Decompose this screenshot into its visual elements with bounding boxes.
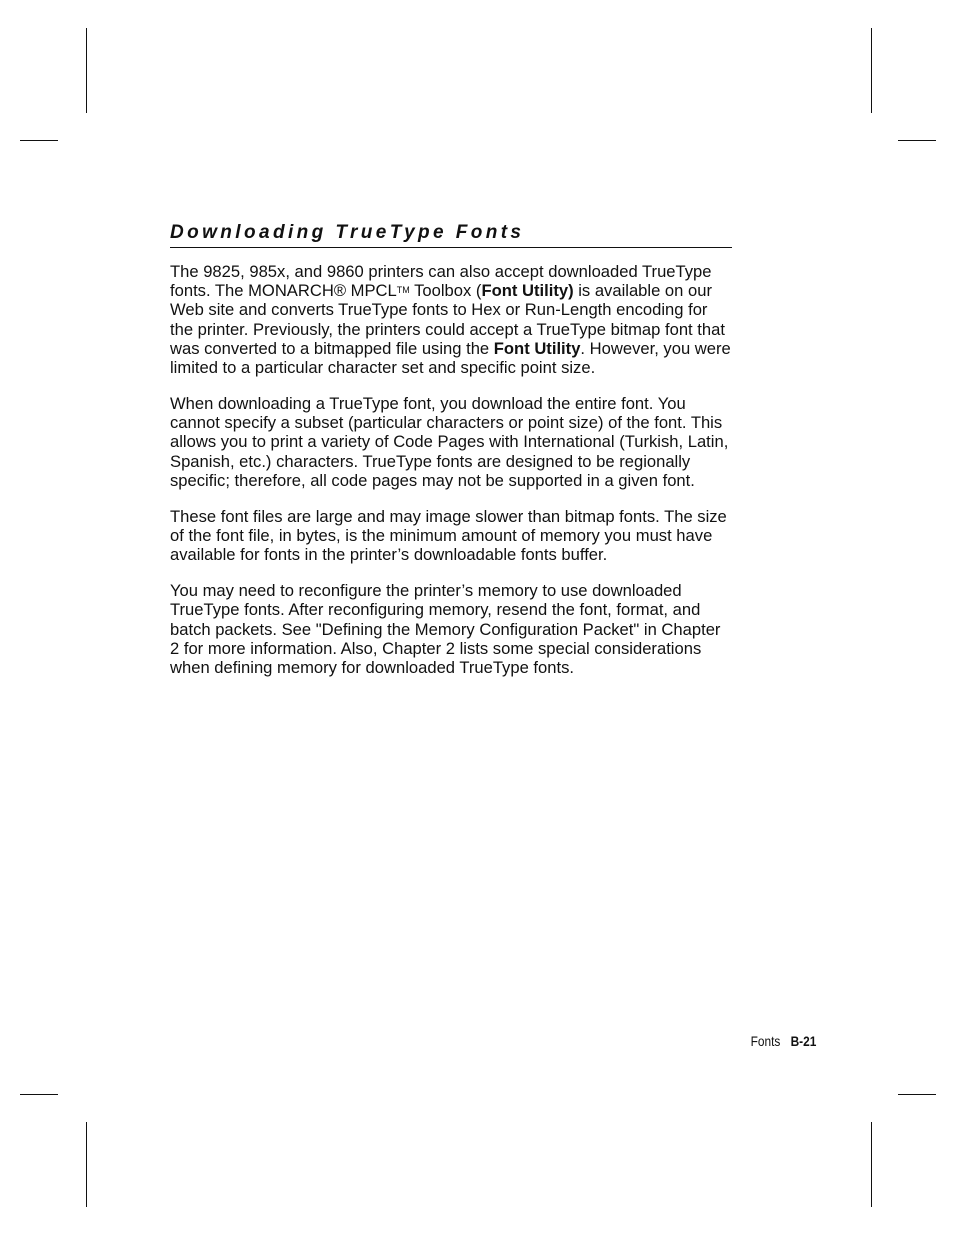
page-footer	[750, 1032, 816, 1050]
font-utility-term-2: Font Utility	[493, 338, 581, 358]
paragraph-file-size: These font files are large and may image slower than bitmap fonts. The size of the font file, in bytes, is the minimum amount of memory you must have available for fonts in the printer’s downloadable fonts buffer.	[170, 506, 727, 565]
trademark-symbol: TM	[396, 285, 410, 296]
paragraph-intro-text-4: . However, you were limited to a particular character set and specific point size.	[170, 338, 731, 378]
paragraph-intro-text-3: is available on our Web site and converts TrueType fonts to Hex or Run-Length encoding for the printer. Previously, the printers could accept a TrueType bitmap font that was converted to a bitmapped file using the	[170, 281, 725, 358]
paragraph-memory-config: You may need to reconfigure the printer’s memory to use downloaded TrueType fonts. After reconfiguring memory, resend the font, format, and batch packets. See "Defining the Memory Configuration Packet" in Chapter 2 for more information. Also, Chapter 2 lists some special considerations when defining memory for downloaded TrueType fonts.	[170, 581, 721, 678]
crop-mark-bottom-left-vertical	[86, 1122, 87, 1207]
page-content	[170, 221, 732, 677]
paragraph-intro-text-2: Toolbox (	[409, 281, 482, 301]
crop-mark-top-left-horizontal	[20, 140, 58, 141]
font-utility-term: Font Utility)	[481, 281, 574, 301]
page-number: B-21	[790, 1033, 816, 1049]
paragraph-intro	[170, 262, 732, 377]
crop-mark-top-right-horizontal	[898, 140, 936, 141]
footer-chapter: Fonts	[750, 1033, 780, 1049]
paragraph-download-entire-font: When downloading a TrueType font, you download the entire font. You cannot specify a subset (particular characters or point size) of the font. This allows you to print a variety of Code Pages with International (Turkish, Latin, Spanish, etc.) characters. TrueType fonts are designed to be regionally specific; therefore, all code pages may not be supported in a given font.	[170, 394, 729, 490]
section-title: Downloading TrueType Fonts	[170, 221, 732, 248]
crop-mark-top-left-vertical	[86, 28, 87, 113]
paragraph-intro-text-1: The 9825, 985x, and 9860 printers can also accept downloaded TrueType fonts. The MONARCH® MPCL	[170, 262, 712, 301]
crop-mark-top-right-vertical	[871, 28, 872, 113]
crop-mark-bottom-left-horizontal	[20, 1094, 58, 1095]
crop-mark-bottom-right-vertical	[871, 1122, 872, 1207]
crop-mark-bottom-right-horizontal	[898, 1094, 936, 1095]
